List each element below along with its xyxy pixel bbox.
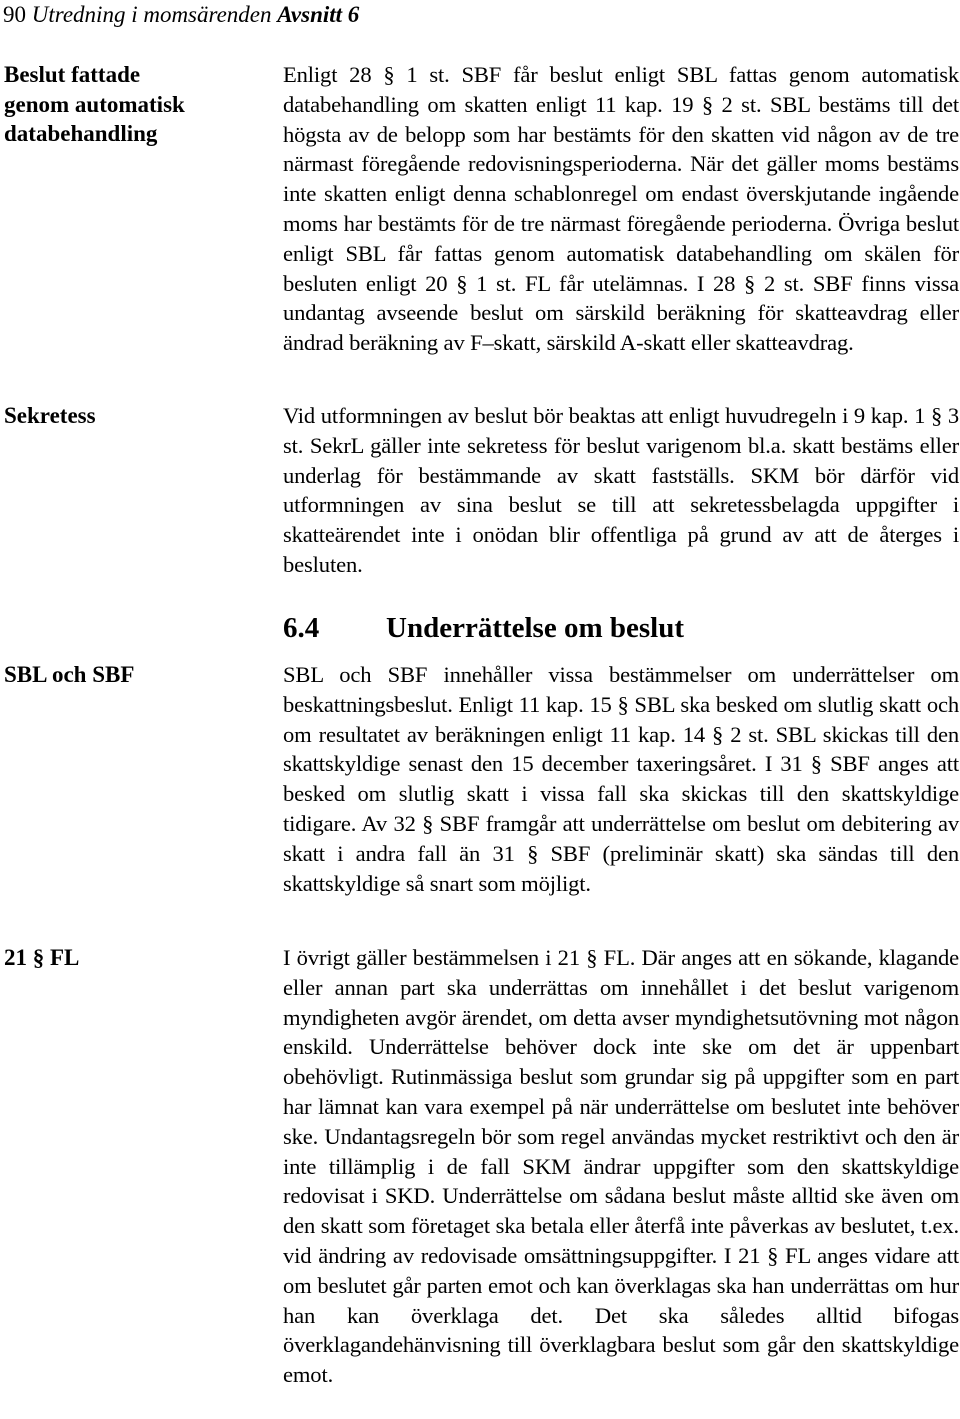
paragraph-21-fl: I övrigt gäller bestämmelsen i 21 § FL. Där anges att en sökande, klagande eller annan part ska underrättas om innehållet i det beslut varigenom myndigheten avgör ärendet, om detta avser myndighetsutövning mot någon enskild. Underrättelse behöver dock inte ske om det är uppenbart obehövligt. Rutinmässiga beslut som grundar sig på uppgifter som en part har lämnat kan vara exempel på när underrättelse om beslutet inte behöver ske. Undantagsregeln bör som regel användas mycket restriktivt och den är inte tillämplig i de fall SKM ändrar uppgifter som den skattskyldige redovisat i SKD. Underrättelse om sådana beslut måste alltid ske även om den skatt som företaget ska betala eller återfå inte påverkas av beslutet, t.ex. vid ändring av redovisade omsättningsuppgifter. I 21 § FL anges vidare att om beslutet går parten emot och kan överklagas ska han underrättas om hur han kan överklaga det. Det ska således alltid bifogas överklagandehänvisning till överklagbara beslut som går den skattskyldige emot.: [283, 945, 959, 1388]
page-number: 90: [3, 2, 26, 27]
section-number: 6.4: [283, 612, 320, 644]
margin-heading-secrecy: Sekretess: [4, 403, 96, 428]
section-title: Underrättelse om beslut: [386, 612, 685, 644]
running-head-section: Avsnitt 6: [277, 2, 360, 27]
margin-heading-21-fl: 21 § FL: [4, 945, 80, 970]
margin-heading-automated: Beslut fattade genom automatisk databehandling: [4, 62, 185, 147]
running-head: [3, 2, 359, 28]
paragraph-sbl-sbf: SBL och SBF innehåller vissa bestämmelser om underrättelser om beskattningsbeslut. Enligt 11 kap. 15 § SBL ska besked om slutlig skatt och om resultatet av beräkningen enligt 11 kap. 14 § 2 st. SBL skickas till den skattskyldige senast den 15 december taxeringsåret. I 31 § SBF anges att besked om slutlig skatt i vissa fall ska skickas till den skattskyldige tidigare. Av 32 § SBF framgår att underrättelse om beslut om debitering av skatt i andra fall än 31 § SBF (preliminär skatt) ska sändas till den skattskyldige så snart som möjligt.: [283, 662, 959, 896]
section-heading: [283, 610, 684, 646]
running-head-title: Utredning i momsärenden: [31, 2, 272, 27]
paragraph-secrecy: Vid utformningen av beslut bör beaktas att enligt huvudregeln i 9 kap. 1 § 3 st. SekrL gäller inte sekretess för beslut varigenom bl.a. skatt bestäms eller underlag för bestämmande av skatt fastställs. SKM bör därför vid utformningen av sina beslut se till att sekretessbelagda uppgifter i skatteärendet inte i onödan blir offentliga på grund av att de återges i besluten.: [283, 403, 959, 577]
paragraph-automated: Enligt 28 § 1 st. SBF får beslut enligt SBL fattas genom automatisk databehandling om skatten enligt 11 kap. 19 § 2 st. SBL bestäms till det högsta av de belopp som har bestämts för den skatten vid någon av de tre närmast föregående redovisningsperioderna. När det gäller moms bestäms inte skatten enligt denna schablonregel om endast överskjutande ingående moms har bestämts för de tre närmast föregående perioderna. Övriga beslut enligt SBL får fattas genom automatisk databehandling om skälen för besluten enligt 20 § 1 st. FL får utelämnas. I 28 § 2 st. SBF finns vissa undantag avseende beslut om särskild beräkning för skatteavdrag eller ändrad beräkning av F–skatt, särskild A-skatt eller skatteavdrag.: [283, 62, 959, 356]
margin-heading-sbl-sbf: SBL och SBF: [4, 662, 135, 687]
